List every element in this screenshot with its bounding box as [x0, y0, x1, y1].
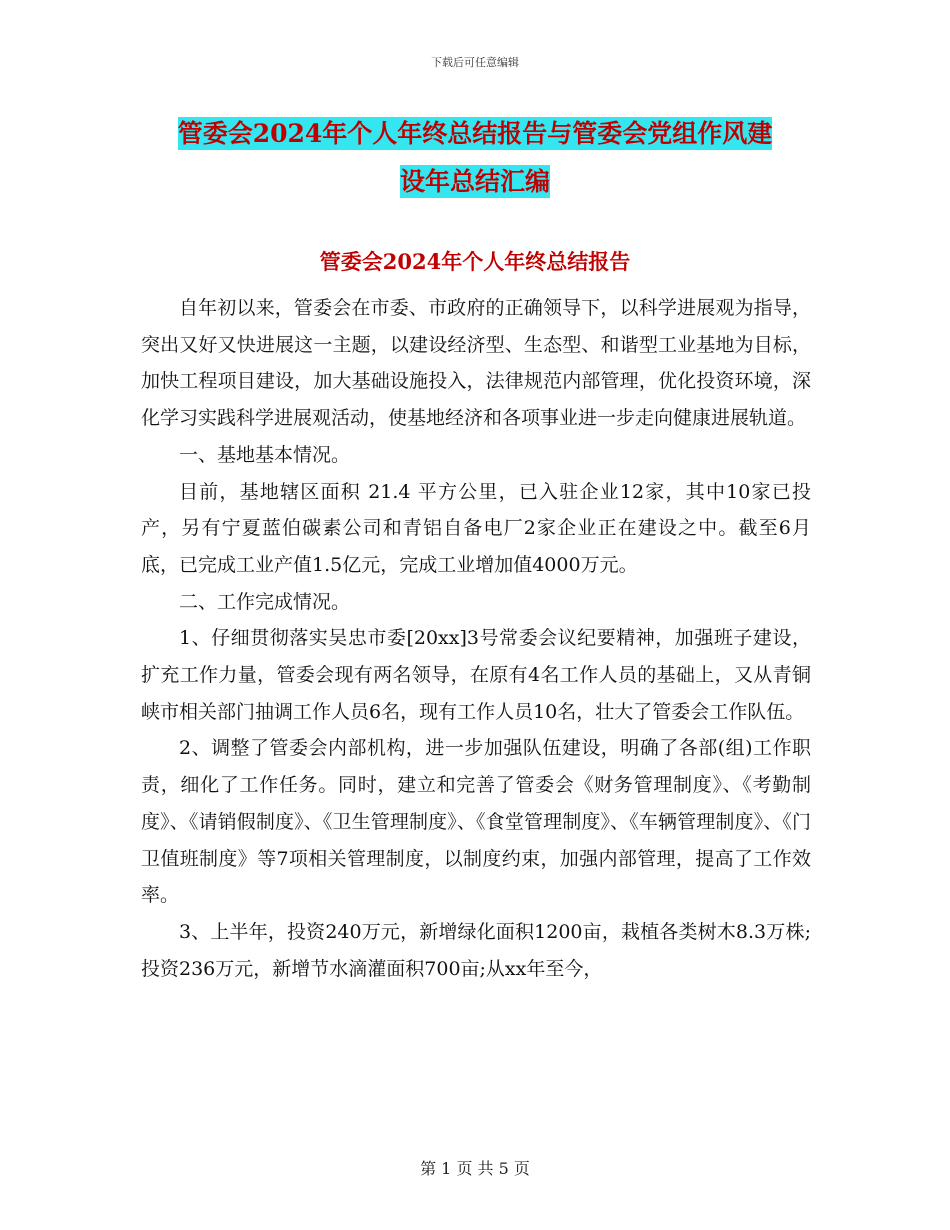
paragraph: 3、上半年，投资240万元，新增绿化面积1200亩，栽植各类树木8.3万株;投资236万元，新增节水滴灌面积700亩;从xx年至今， — [141, 920, 811, 980]
document-title-line-2: 设年总结汇编 — [399, 167, 550, 196]
paragraph: 1、仔细贯彻落实吴忠市委[20xx]3号常委会议纪要精神，加强班子建设，扩充工作力量，管委会现有两名领导，在原有4名工作人员的基础上，又从青铜峡市相关部门抽调工作人员6名，现有工作人员10名，壮大了管委会工作队伍。 — [141, 627, 811, 723]
document-title — [0, 110, 950, 206]
paragraph: 2、调整了管委会内部机构，进一步加强队伍建设，明确了各部(组)工作职责，细化了工作任务。同时，建立和完善了管委会《财务管理制度》、《考勤制度》、《请销假制度》、《卫生管理制度》、《食堂管理制度》、《车辆管理制度》、《门卫值班制度》等7项相关管理制度，以制度约束，加强内部管理，提高了工作效率。 — [141, 737, 811, 907]
body-text — [141, 290, 811, 987]
paragraph: 自年初以来，管委会在市委、市政府的正确领导下，以科学进展观为指导，突出又好又快进展这一主题，以建设经济型、生态型、和谐型工业基地为目标，加快工程项目建设，加大基础设施投入，法律规范内部管理，优化投资环境，深化学习实践科学进展观活动，使基地经济和各项事业进一步走向健康进展轨道。 — [141, 297, 811, 430]
page-number: 第 1 页 共 5 页 — [420, 1159, 530, 1178]
section-title: 管委会2024年个人年终总结报告 — [319, 249, 631, 274]
paragraph: 一、基地基本情况。 — [179, 443, 351, 466]
header-note: 下载后可任意编辑 — [431, 56, 519, 69]
document-title-line-1: 管委会2024年个人年终总结报告与管委会党组作风建 — [177, 119, 773, 148]
paragraph: 目前，基地辖区面积 21.4 平方公里，已入驻企业12家，其中10家已投产，另有宁夏蓝伯碳素公司和青铝自备电厂2家企业正在建设之中。截至6月底，已完成工业产值1.5亿元，完成工业增加值4000万元。 — [141, 480, 811, 576]
paragraph: 二、工作完成情况。 — [179, 590, 351, 613]
